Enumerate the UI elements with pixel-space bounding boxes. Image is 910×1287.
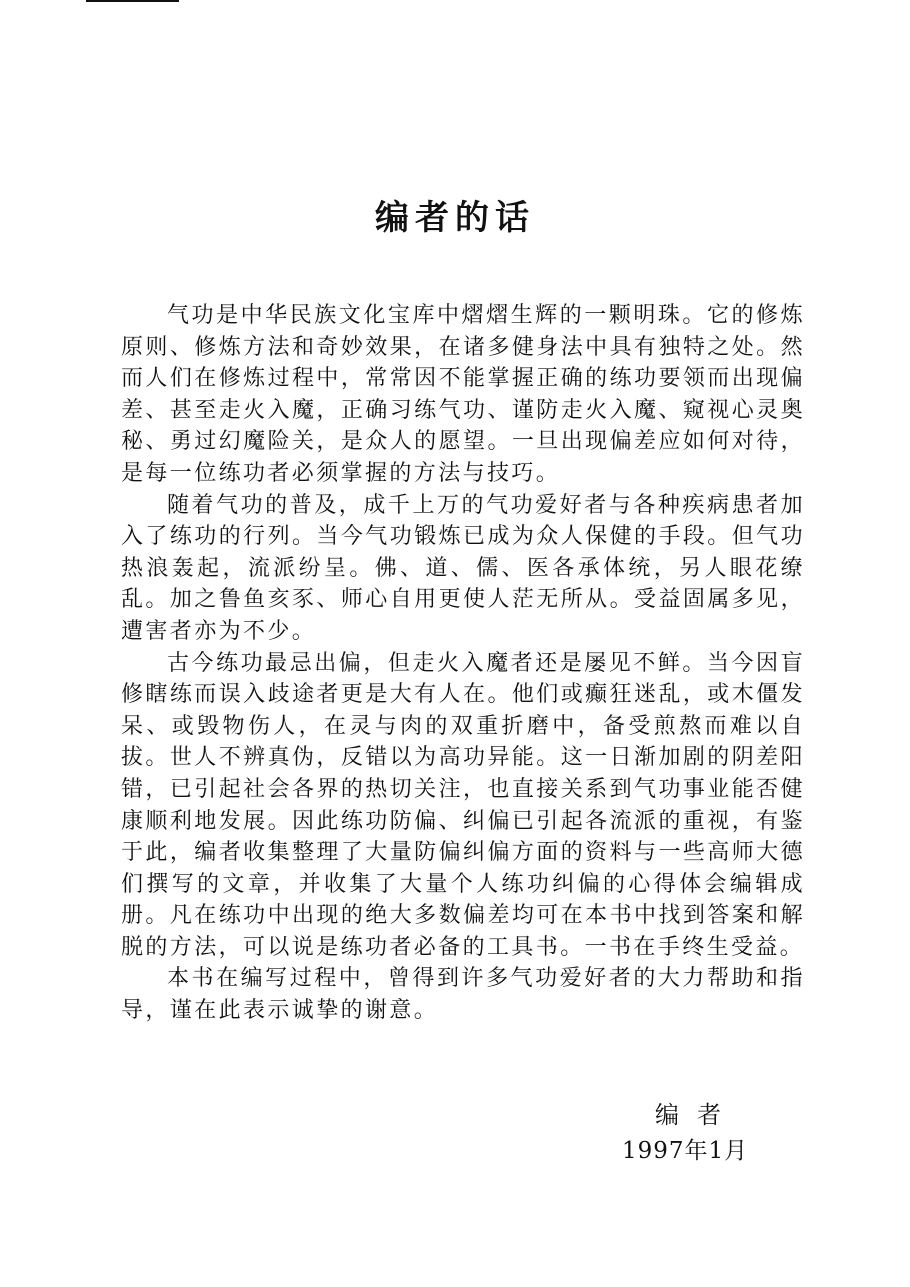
author-signature: 编者 — [655, 1101, 739, 1129]
paragraph-4: 本书在编写过程中，曾得到许多气功爱好者的大力帮助和指导，谨在此表示诚挚的谢意。 — [121, 966, 805, 1024]
page-title: 编者的话 — [375, 198, 535, 238]
paragraph-1: 气功是中华民族文化宝库中熠熠生辉的一颗明珠。它的修炼原则、修炼方法和奇妙效果，在诸多健身法中具有独特之处。然而人们在修炼过程中，常常因不能掌握正确的练功要领而出现偏差、甚至走火入魔，正确习练气功、谨防走火入魔、窥视心灵奥秘、勇过幻魔险关，是众人的愿望。一旦出现偏差应如何对待，是每一位练功者必须掌握的方法与技巧。 — [121, 303, 805, 486]
paragraph-2: 随着气功的普及，成千上万的气功爱好者与各种疾病患者加入了练功的行列。当今气功锻炼已成为众人保健的手段。但气功热浪轰起，流派纷呈。佛、道、儒、医各承体统，另人眼花缭乱。加之鲁鱼亥豕、师心自用更使人茫无所从。受益固属多见，遭害者亦为不少。 — [121, 492, 805, 644]
paragraph-3: 古今练功最忌出偏，但走火入魔者还是屡见不鲜。当今因盲修瞎练而误入歧途者更是大有人在。他们或癫狂迷乱，或木僵发呆、或毁物伤人，在灵与肉的双重折磨中，备受煎熬而难以自拔。世人不辨真伪，反错以为高功异能。这一日渐加剧的阴差阳错，已引起社会各界的热切关注，也直接关系到气功事业能否健康顺利地发展。因此练功防偏、纠偏已引起各流派的重视，有鉴于此，编者收集整理了大量防偏纠偏方面的资料与一些高师大德们撰写的文章，并收集了大量个人练功纠偏的心得体会编辑成册。凡在练功中出现的绝大多数偏差均可在本书中找到答案和解脱的方法，可以说是练功者必备的工具书。一书在手终生受益。 — [121, 650, 805, 960]
top-rule-line — [86, 0, 179, 2]
date-line: 1997年1月 — [622, 1138, 749, 1164]
preface-body — [121, 300, 805, 1027]
